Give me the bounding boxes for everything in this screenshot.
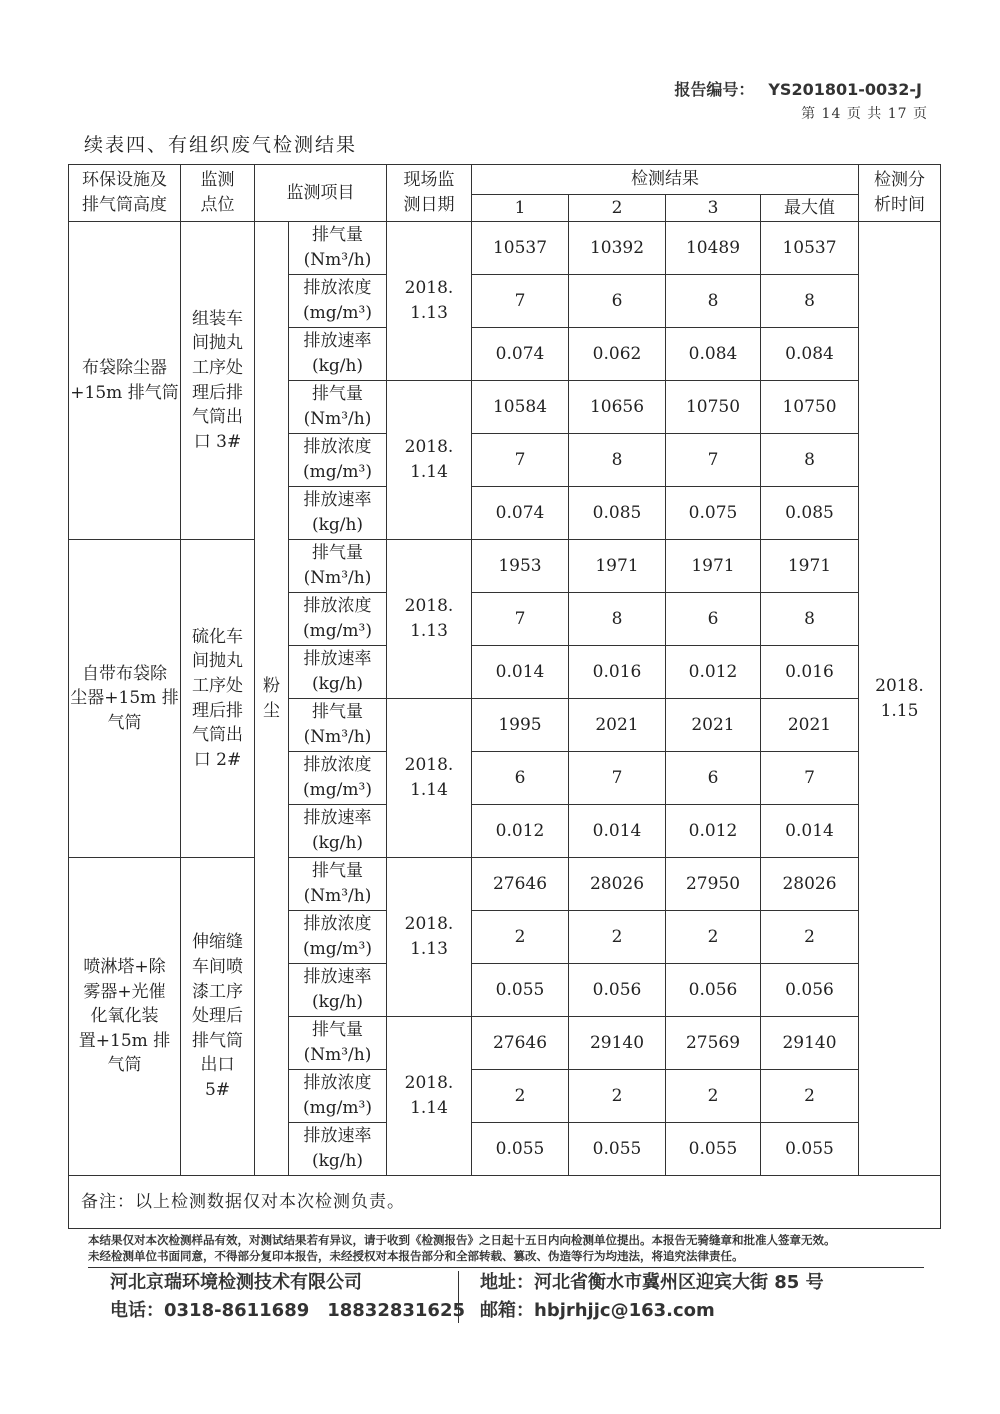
parameter-cell: 排气量 (Nm³/h) [289,858,387,911]
result-1-cell: 0.055 [472,964,569,1017]
result-3-cell: 2 [666,1070,761,1123]
result-2-cell: 2 [569,1070,666,1123]
parameter-cell: 排放速率 (kg/h) [289,964,387,1017]
monitoring-point-cell: 伸缩缝 车间喷 漆工序 处理后 排气筒 出口 5# [181,858,255,1176]
parameter-cell: 排放浓度 (mg/m³) [289,911,387,964]
result-1-cell: 27646 [472,858,569,911]
result-max-cell: 10537 [761,222,859,275]
result-3-cell: 0.075 [666,487,761,540]
result-max-cell: 0.085 [761,487,859,540]
result-3-cell: 2 [666,911,761,964]
disclaimer-line-1: 本结果仅对本次检测样品有效，对测试结果若有异议，请于收到《检测报告》之日起十五日内向检测单位提出。本报告无骑缝章和批准人签章无效。 [88,1233,836,1247]
col-point-header: 监测 点位 [181,165,255,222]
sampling-date-cell: 2018. 1.13 [387,858,472,1017]
result-1-cell: 2 [472,1070,569,1123]
parameter-cell: 排放浓度 (mg/m³) [289,275,387,328]
result-3-cell: 27950 [666,858,761,911]
result-2-cell: 7 [569,752,666,805]
parameter-cell: 排气量 (Nm³/h) [289,381,387,434]
footer-separator [458,1271,459,1323]
company-address: 地址：河北省衡水市冀州区迎宾大街 85 号 [480,1272,824,1293]
result-max-cell: 29140 [761,1017,859,1070]
col-date-header: 现场监 测日期 [387,165,472,222]
result-max-cell: 8 [761,593,859,646]
result-1-cell: 1995 [472,699,569,752]
pollutant-cell: 粉 尘 [255,222,289,1176]
results-table [68,164,941,1229]
col-facility-header: 环保设施及 排气筒高度 [69,165,181,222]
result-2-cell: 2021 [569,699,666,752]
result-1-cell: 0.012 [472,805,569,858]
result-2-cell: 0.014 [569,805,666,858]
result-1-cell: 7 [472,275,569,328]
facility-cell: 喷淋塔+除 雾器+光催 化氧化装 置+15m 排 气筒 [69,858,181,1176]
result-1-cell: 27646 [472,1017,569,1070]
footer-left [110,1269,465,1325]
result-2-cell: 10392 [569,222,666,275]
table-row [69,540,941,593]
facility-cell: 自带布袋除 尘器+15m 排 气筒 [69,540,181,858]
parameter-cell: 排气量 (Nm³/h) [289,1017,387,1070]
result-3-cell: 6 [666,593,761,646]
result-max-cell: 2021 [761,699,859,752]
result-2-cell: 8 [569,434,666,487]
result-1-cell: 7 [472,593,569,646]
result-max-cell: 2 [761,1070,859,1123]
result-3-cell: 27569 [666,1017,761,1070]
col-r1-header: 1 [472,195,569,222]
result-3-cell: 0.084 [666,328,761,381]
parameter-cell: 排放速率 (kg/h) [289,805,387,858]
parameter-cell: 排气量 (Nm³/h) [289,699,387,752]
parameter-cell: 排气量 (Nm³/h) [289,540,387,593]
col-r2-header: 2 [569,195,666,222]
result-2-cell: 10656 [569,381,666,434]
result-3-cell: 10489 [666,222,761,275]
result-max-cell: 0.084 [761,328,859,381]
result-1-cell: 0.055 [472,1123,569,1176]
table-row [69,222,941,275]
table-title: 续表四、有组织废气检测结果 [84,134,358,156]
parameter-cell: 排放浓度 (mg/m³) [289,752,387,805]
result-max-cell: 2 [761,911,859,964]
col-max-header: 最大值 [761,195,859,222]
col-item-header: 监测项目 [255,165,387,222]
monitoring-point-cell: 硫化车 间抛丸 工序处 理后排 气筒出 口 2# [181,540,255,858]
result-2-cell: 0.085 [569,487,666,540]
table-row [69,858,941,911]
company-name: 河北京瑞环境检测技术有限公司 [110,1272,362,1293]
result-3-cell: 2021 [666,699,761,752]
sampling-date-cell: 2018. 1.14 [387,1017,472,1176]
result-1-cell: 6 [472,752,569,805]
result-3-cell: 0.055 [666,1123,761,1176]
report-number [674,77,922,100]
result-2-cell: 0.056 [569,964,666,1017]
result-2-cell: 6 [569,275,666,328]
result-1-cell: 2 [472,911,569,964]
result-3-cell: 0.012 [666,805,761,858]
disclaimer-line-2: 未经检测单位书面同意，不得部分复印本报告，未经授权对本报告部分和全部转载、篡改、伪造等行为均违法，将追究法律责任。 [88,1249,744,1263]
facility-cell: 布袋除尘器 +15m 排气筒 [69,222,181,540]
table-note: 备注：以上检测数据仅对本次检测负责。 [69,1176,941,1229]
result-2-cell: 0.016 [569,646,666,699]
table-body [69,222,941,1176]
sampling-date-cell: 2018. 1.13 [387,540,472,699]
result-2-cell: 29140 [569,1017,666,1070]
result-1-cell: 0.074 [472,487,569,540]
result-2-cell: 28026 [569,858,666,911]
col-analysis-header: 检测分 析时间 [859,165,941,222]
parameter-cell: 排放速率 (kg/h) [289,487,387,540]
company-email: 邮箱：hbjrhjjc@163.com [480,1300,715,1321]
result-1-cell: 0.074 [472,328,569,381]
footer-right [480,1269,824,1325]
result-3-cell: 8 [666,275,761,328]
result-3-cell: 0.056 [666,964,761,1017]
report-number-value: YS201801-0032-J [768,80,922,99]
result-1-cell: 0.014 [472,646,569,699]
report-number-label: 报告编号： [674,80,755,99]
result-1-cell: 1953 [472,540,569,593]
disclaimer [88,1232,928,1264]
result-max-cell: 0.056 [761,964,859,1017]
result-3-cell: 10750 [666,381,761,434]
parameter-cell: 排气量 (Nm³/h) [289,222,387,275]
result-3-cell: 7 [666,434,761,487]
sampling-date-cell: 2018. 1.13 [387,222,472,381]
parameter-cell: 排放速率 (kg/h) [289,1123,387,1176]
analysis-date-cell: 2018. 1.15 [859,222,941,1176]
result-max-cell: 10750 [761,381,859,434]
result-max-cell: 0.014 [761,805,859,858]
result-2-cell: 2 [569,911,666,964]
parameter-cell: 排放速率 (kg/h) [289,646,387,699]
result-max-cell: 0.055 [761,1123,859,1176]
result-max-cell: 1971 [761,540,859,593]
result-max-cell: 28026 [761,858,859,911]
result-1-cell: 10537 [472,222,569,275]
result-max-cell: 8 [761,434,859,487]
result-3-cell: 0.012 [666,646,761,699]
col-r3-header: 3 [666,195,761,222]
result-max-cell: 8 [761,275,859,328]
parameter-cell: 排放速率 (kg/h) [289,328,387,381]
result-max-cell: 7 [761,752,859,805]
sampling-date-cell: 2018. 1.14 [387,381,472,540]
result-2-cell: 1971 [569,540,666,593]
result-1-cell: 10584 [472,381,569,434]
result-2-cell: 0.062 [569,328,666,381]
company-phone: 电话：0318-8611689 18832831625 [110,1300,466,1321]
result-2-cell: 0.055 [569,1123,666,1176]
parameter-cell: 排放浓度 (mg/m³) [289,434,387,487]
result-1-cell: 7 [472,434,569,487]
result-3-cell: 6 [666,752,761,805]
sampling-date-cell: 2018. 1.14 [387,699,472,858]
result-2-cell: 8 [569,593,666,646]
parameter-cell: 排放浓度 (mg/m³) [289,593,387,646]
col-results-header: 检测结果 [472,165,859,195]
result-max-cell: 0.016 [761,646,859,699]
result-3-cell: 1971 [666,540,761,593]
page-info: 第 14 页 共 17 页 [801,106,928,122]
monitoring-point-cell: 组装车 间抛丸 工序处 理后排 气筒出 口 3# [181,222,255,540]
footer-divider [88,1267,924,1268]
parameter-cell: 排放浓度 (mg/m³) [289,1070,387,1123]
